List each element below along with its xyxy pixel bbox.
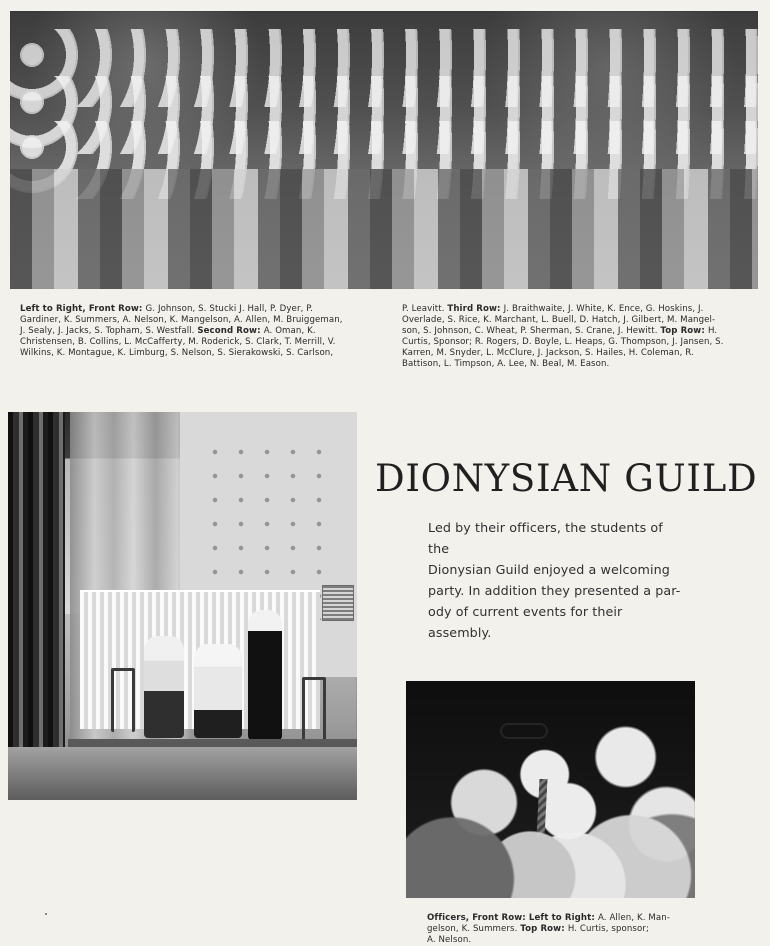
caption-segment: J. Braithwaite, J. White, K. Ence, G. Hoskins, J. Overlade, S. Rice, K. Marchant, L. Buell, D. Hatch, J. Gilbert, M. Mangel- son, S. Johnson, C. Wheat, P. Sherman, S. Crane, J. Hewitt. bbox=[402, 304, 716, 336]
performer-3 bbox=[248, 610, 282, 740]
performer-1 bbox=[144, 636, 184, 738]
vent-grille bbox=[322, 585, 354, 621]
page-mark bbox=[45, 913, 47, 915]
officers-caption bbox=[427, 902, 685, 946]
intro-paragraph: Led by their officers, the students of the Dionysian Guild enjoyed a welcoming party. In addition they presented a par- ody of current events for their assembly. bbox=[428, 520, 681, 640]
caption-segment: Top Row: bbox=[660, 326, 708, 336]
page-title: DIONYSIAN GUILD bbox=[375, 457, 758, 500]
caption-segment: H. Curtis, Sponsor; R. Rogers, D. Boyle, L. Heaps, G. Thompson, J. Jansen, S. Karren, M. Snyder, L. McClure, J. Jackson, S. Hailes, H. Coleman, R. Battison, L. Timpson, A. Lee, N. Beal, M. Eason. bbox=[402, 326, 724, 369]
caption-segment: Left to Right, Front Row: bbox=[20, 304, 146, 314]
caption-segment: Third Row: bbox=[447, 304, 504, 314]
group-caption-right bbox=[402, 293, 758, 370]
caption-segment: A. Allen, K. Man- gelson, K. Summers. bbox=[427, 913, 671, 934]
caption-segment: G. Johnson, S. Stucki J. Hall, P. Dyer, P. Gardiner, K. Summers, A. Nelson, K. Mangelson, A. Allen, M. Bruiggeman, J. Sealy, J. Jacks, S. Topham, S. Westfall. bbox=[20, 304, 343, 336]
chair-right bbox=[302, 677, 326, 741]
group-photo-front-row bbox=[10, 169, 758, 289]
group-caption-left bbox=[20, 293, 372, 359]
performer-2 bbox=[194, 644, 242, 738]
eyeglasses bbox=[500, 723, 548, 739]
caption-segment: A. Oman, K. Christensen, B. Collins, L. McCafferty, M. Roderick, S. Clark, T. Merrill, V. Wilkins, K. Montague, K. Limburg, S. Nelson, S. Sierakowski, S. Carlson, bbox=[20, 326, 336, 358]
stage-photo bbox=[8, 412, 357, 800]
stage-front-floor bbox=[8, 747, 357, 800]
chair-left bbox=[111, 668, 135, 732]
stage-curtain bbox=[8, 412, 65, 800]
officer-shoulders bbox=[406, 812, 695, 898]
group-photo bbox=[10, 11, 758, 289]
caption-segment: H. Curtis, sponsor; A. Nelson. bbox=[427, 924, 649, 945]
caption-segment: Second Row: bbox=[197, 326, 264, 336]
officers-photo bbox=[406, 681, 695, 898]
caption-segment: P. Leavitt. bbox=[402, 304, 448, 314]
caption-segment: Officers, Front Row: Left to Right: bbox=[427, 913, 598, 923]
caption-segment: Top Row: bbox=[520, 924, 568, 934]
